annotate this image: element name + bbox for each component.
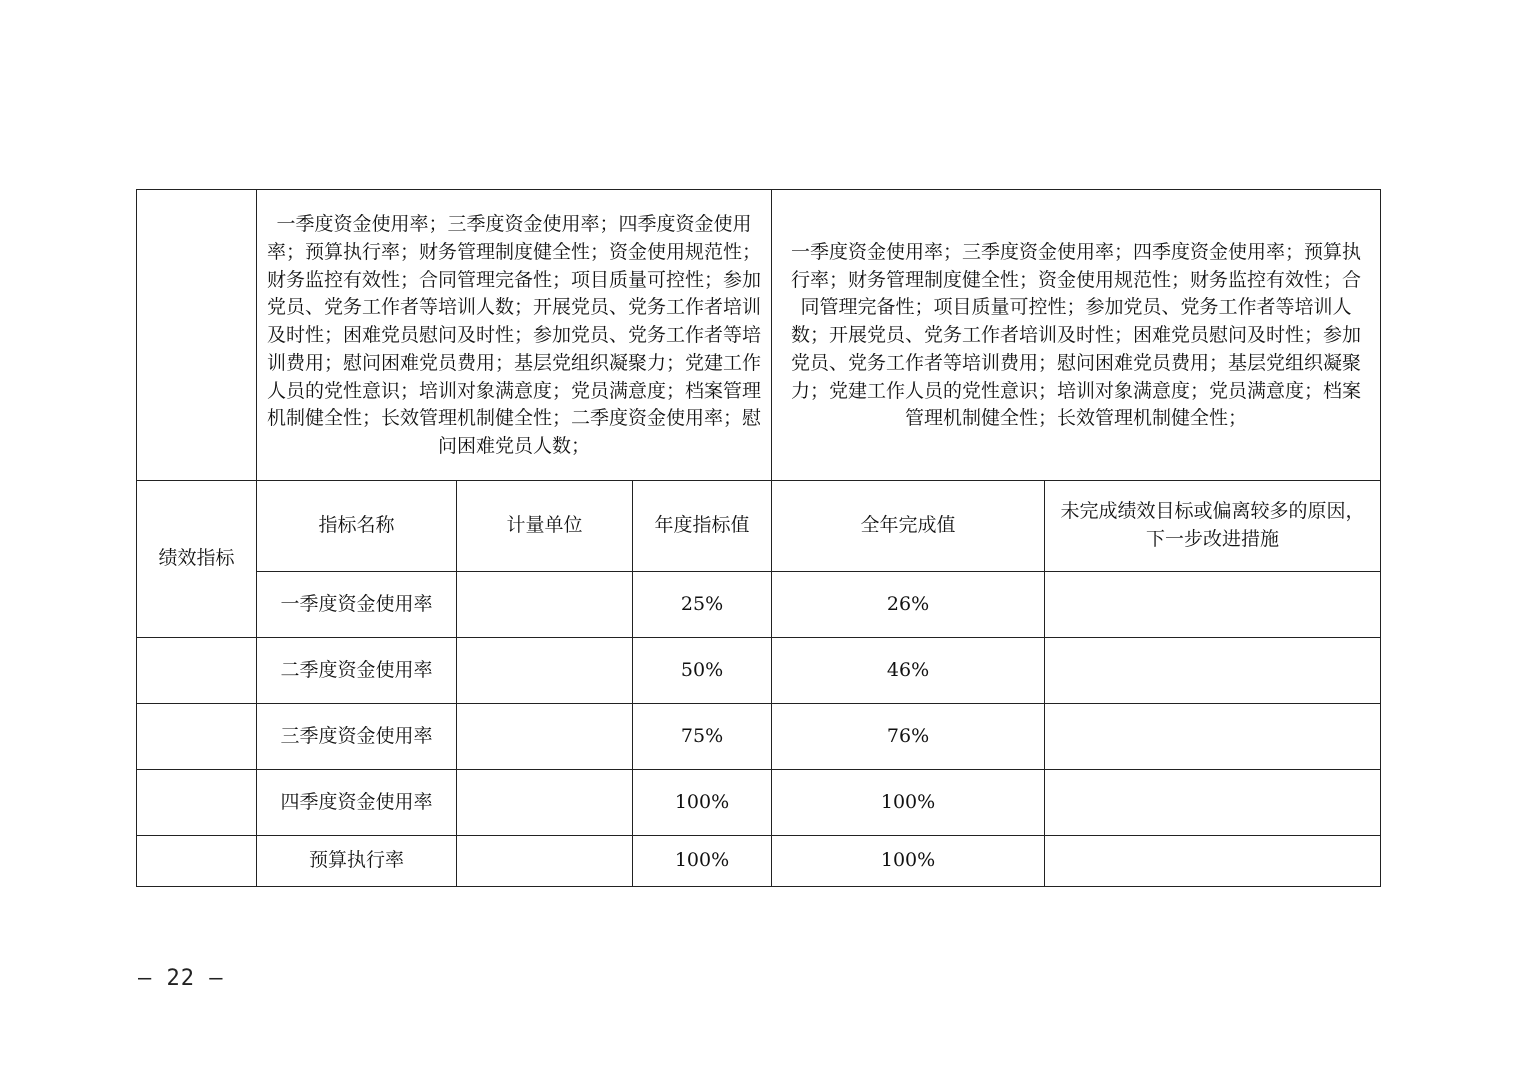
indicator-name: 一季度资金使用率 (257, 572, 457, 638)
indicator-reason (1045, 704, 1381, 770)
table-row (137, 638, 1381, 704)
table-row (137, 572, 1381, 638)
indicator-unit (457, 704, 633, 770)
indicator-annual-target: 100% (633, 770, 772, 836)
section-label-performance: 绩效指标 (137, 481, 257, 638)
header-reason: 未完成绩效目标或偏离较多的原因，下一步改进措施 (1045, 481, 1381, 572)
header-annual-target: 年度指标值 (633, 481, 772, 572)
indicator-reason (1045, 572, 1381, 638)
row-label-cell (137, 638, 257, 704)
indicator-unit (457, 836, 633, 887)
indicator-annual-target: 75% (633, 704, 772, 770)
table-row (137, 770, 1381, 836)
row-label-cell (137, 704, 257, 770)
indicator-annual-target: 25% (633, 572, 772, 638)
header-indicator-name: 指标名称 (257, 481, 457, 572)
indicator-actual: 76% (772, 704, 1045, 770)
indicator-actual: 26% (772, 572, 1045, 638)
indicator-name: 三季度资金使用率 (257, 704, 457, 770)
indicator-name: 预算执行率 (257, 836, 457, 887)
indicator-actual: 46% (772, 638, 1045, 704)
table-row (137, 704, 1381, 770)
header-actual: 全年完成值 (772, 481, 1045, 572)
table-row (137, 836, 1381, 887)
summary-left-text: 一季度资金使用率；三季度资金使用率；四季度资金使用率；预算执行率；财务管理制度健全性；资金使用规范性；财务监控有效性；合同管理完备性；项目质量可控性；参加党员、党务工作者等培训人数；开展党员、党务工作者培训及时性；困难党员慰问及时性；参加党员、党务工作者等培训费用；慰问困难党员费用；基层党组织凝聚力；党建工作人员的党性意识；培训对象满意度；党员满意度；档案管理机制健全性；长效管理机制健全性；二季度资金使用率；慰问困难党员人数； (257, 190, 772, 481)
indicator-actual: 100% (772, 836, 1045, 887)
row-label-cell (137, 770, 257, 836)
summary-row (137, 190, 1381, 481)
summary-right-text: 一季度资金使用率；三季度资金使用率；四季度资金使用率；预算执行率；财务管理制度健全性；资金使用规范性；财务监控有效性；合同管理完备性；项目质量可控性；参加党员、党务工作者等培训人数；开展党员、党务工作者培训及时性；困难党员慰问及时性；参加党员、党务工作者等培训费用；慰问困难党员费用；基层党组织凝聚力；党建工作人员的党性意识；培训对象满意度；党员满意度；档案管理机制健全性；长效管理机制健全性； (772, 190, 1381, 481)
summary-row-label-cell (137, 190, 257, 481)
header-unit: 计量单位 (457, 481, 633, 572)
indicator-actual: 100% (772, 770, 1045, 836)
page-number: — 22 — (138, 966, 224, 991)
row-label-cell (137, 836, 257, 887)
indicator-annual-target: 50% (633, 638, 772, 704)
indicator-name: 二季度资金使用率 (257, 638, 457, 704)
indicator-unit (457, 638, 633, 704)
indicator-name: 四季度资金使用率 (257, 770, 457, 836)
indicator-unit (457, 572, 633, 638)
indicator-reason (1045, 770, 1381, 836)
indicator-reason (1045, 638, 1381, 704)
indicator-reason (1045, 836, 1381, 887)
indicator-unit (457, 770, 633, 836)
performance-table (136, 189, 1381, 887)
header-row (137, 481, 1381, 572)
indicator-annual-target: 100% (633, 836, 772, 887)
